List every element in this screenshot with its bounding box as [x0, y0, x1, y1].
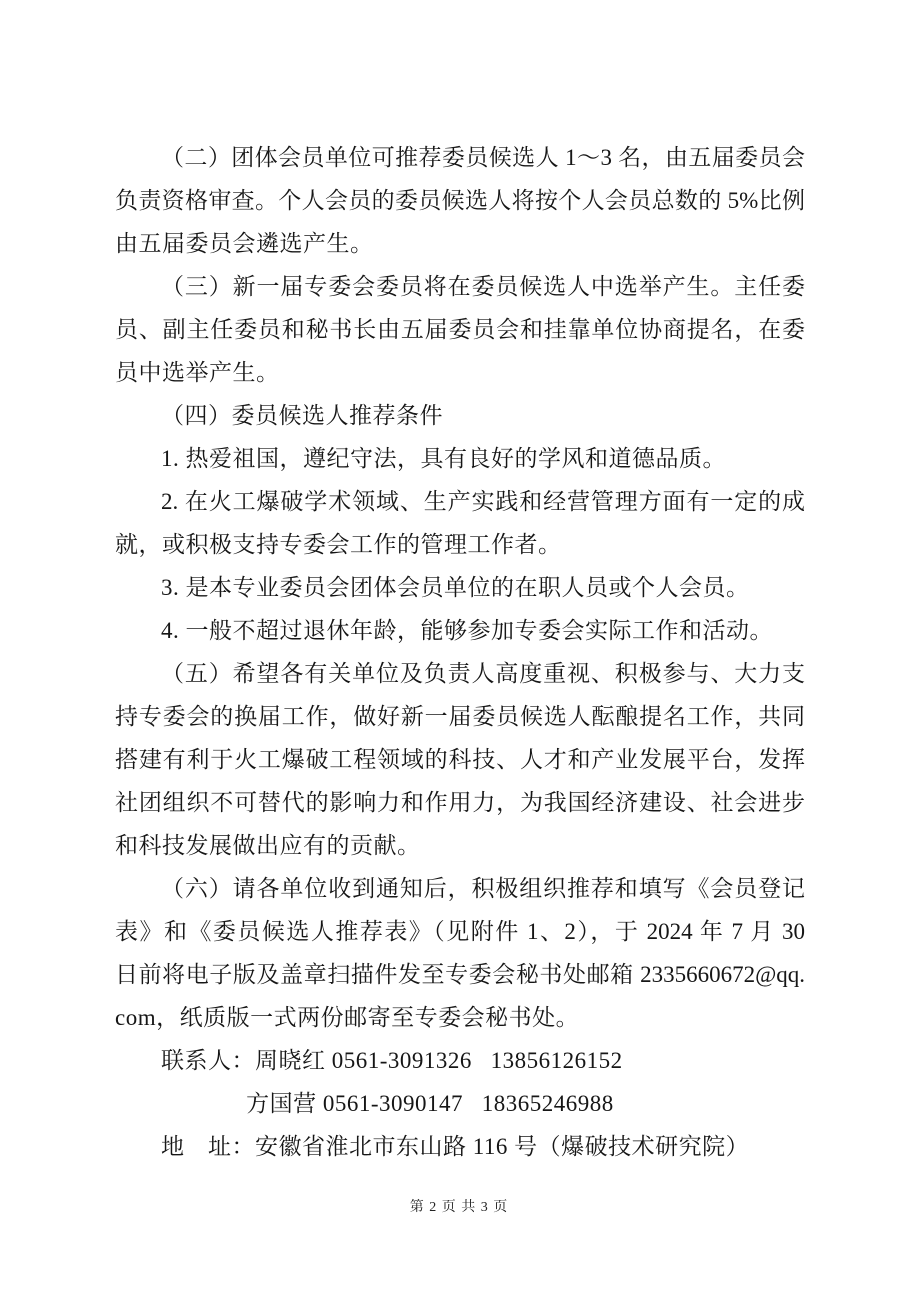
text-line: 4. 一般不超过退休年龄，能够参加专委会实际工作和活动。	[161, 618, 773, 643]
text-line: com，纸质版一式两份邮寄至专委会秘书处。	[115, 1005, 580, 1030]
text-line: 2. 在火工爆破学术领域、生产实践和经营管理方面有一定的成	[161, 489, 805, 514]
text-line: 搭建有利于火工爆破工程领域的科技、人才和产业发展平台，发挥	[115, 747, 805, 772]
text-line: 表》和《委员候选人推荐表》（见附件 1、2），于 2024 年 7 月 30	[115, 919, 805, 944]
text-line: 员、副主任委员和秘书长由五届委员会和挂靠单位协商提名，在委	[115, 317, 805, 342]
text-line: （三）新一届专委会委员将在委员候选人中选举产生。主任委	[161, 274, 805, 299]
text-line: 由五届委员会遴选产生。	[115, 231, 374, 256]
text-line: 负责资格审查。个人会员的委员候选人将按个人会员总数的 5%比例	[115, 188, 805, 213]
text-line: 社团组织不可替代的影响力和作用力，为我国经济建设、社会进步	[115, 790, 805, 815]
text-line: （二）团体会员单位可推荐委员候选人 1～3 名，由五届委员会	[161, 145, 805, 170]
text-line: 3. 是本专业委员会团体会员单位的在职人员或个人会员。	[161, 575, 750, 600]
text-line: 1. 热爱祖国，遵纪守法，具有良好的学风和道德品质。	[161, 446, 726, 471]
text-line: 就，或积极支持专委会工作的管理工作者。	[115, 532, 562, 557]
page-number-footer: 第 2 页 共 3 页	[409, 1200, 509, 1215]
text-line: 员中选举产生。	[115, 360, 280, 385]
text-line: 日前将电子版及盖章扫描件发至专委会秘书处邮箱 2335660672@qq.	[115, 962, 805, 987]
text-line: 持专委会的换届工作，做好新一届委员候选人酝酿提名工作，共同	[115, 704, 805, 729]
text-line: 和科技发展做出应有的贡献。	[115, 833, 421, 858]
text-line: 地 址：安徽省淮北市东山路 116 号（爆破技术研究院）	[161, 1134, 750, 1159]
document-body	[115, 136, 805, 1168]
text-line: 方国营 0561-3090147 18365246988	[246, 1091, 614, 1116]
text-line: （四）委员候选人推荐条件	[161, 403, 443, 428]
text-line: 联系人：周晓红 0561-3091326 13856126152	[161, 1048, 623, 1073]
text-line: （六）请各单位收到通知后，积极组织推荐和填写《会员登记	[161, 876, 805, 901]
text-line: （五）希望各有关单位及负责人高度重视、积极参与、大力支	[161, 661, 805, 686]
